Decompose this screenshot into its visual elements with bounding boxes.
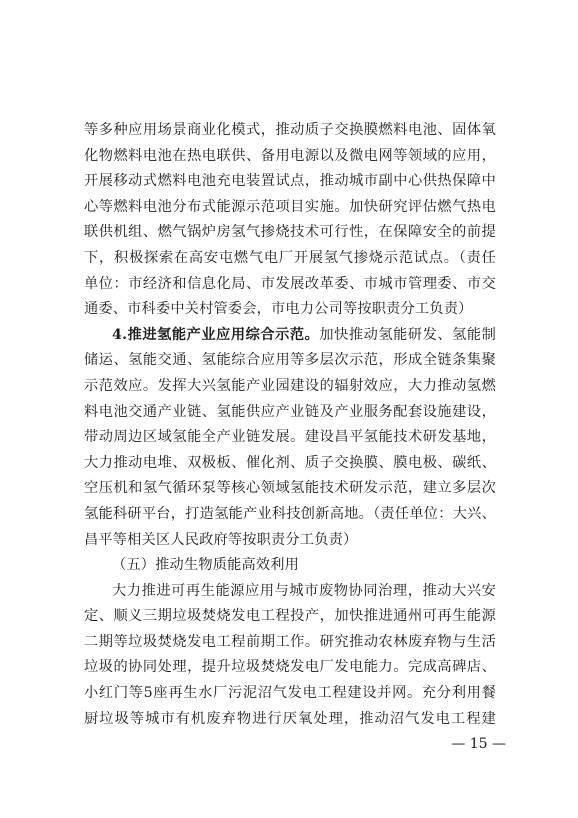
body-text bbox=[84, 118, 496, 732]
paragraph-line: 二期等垃圾焚烧发电工程前期工作。研究推动农林废弃物与生活 bbox=[84, 633, 496, 650]
section-5-first-line: 大力推进可再生能源应用与城市废物协同治理，推动大兴安 bbox=[112, 582, 496, 599]
page-number: — 15 — bbox=[451, 736, 506, 752]
paragraph-line: 化物燃料电池在热电联供、备用电源以及微电网等领域的应用， bbox=[84, 147, 496, 164]
paragraph-line: 大力推动电堆、双极板、催化剂、质子交换膜、膜电极、碳纸、 bbox=[84, 454, 496, 471]
paragraph-line: 下，积极探索在高安屯燃气电厂开展氢气掺烧示范试点。（责任 bbox=[84, 249, 496, 266]
paragraph-line: 空压机和氢气循环泵等核心领域氢能技术研发示范，建立多层次 bbox=[84, 480, 496, 497]
paragraph-line: 储运、氢能交通、氢能综合应用等多层次示范，形成全链条集聚 bbox=[84, 352, 496, 369]
paragraph-line: 心等燃料电池分布式能源示范项目实施。加快研究评估燃气热电 bbox=[84, 198, 496, 215]
paragraph-line: 厨垃圾等城市有机废弃物进行厌氧处理，推动沼气发电工程建 bbox=[84, 710, 496, 727]
paragraph-line: 小红门等5座再生水厂污泥沼气发电工程建设并网。充分利用餐 bbox=[84, 685, 496, 702]
paragraph-line: 氢能科研平台，打造氢能产业科技创新高地。（责任单位：大兴、 bbox=[84, 505, 496, 522]
section-4-title: 4.推进氢能产业应用综合示范。 bbox=[112, 326, 320, 343]
paragraph-line: 定、顺义三期垃圾焚烧发电工程投产，加快推进通州可再生能源 bbox=[84, 608, 496, 625]
section-4-intro: 加快推动氢能研发、氢能制 bbox=[319, 326, 496, 343]
paragraph-line: 垃圾的协同处理，提升垃圾焚烧发电厂发电能力。完成高碑店、 bbox=[84, 659, 496, 676]
paragraph-line: 单位：市经济和信息化局、市发展改革委、市城市管理委、市交 bbox=[84, 275, 496, 292]
paragraph-line: 通委、市科委中关村管委会，市电力公司等按职责分工负责） bbox=[84, 301, 473, 318]
section-5-heading: （五）推动生物质能高效利用 bbox=[112, 557, 300, 574]
paragraph-line: 开展移动式燃料电池充电装置试点，推动城市副中心供热保障中 bbox=[84, 173, 496, 190]
paragraph-line: 示范效应。发挥大兴氢能产业园建设的辐射效应，大力推动氢燃 bbox=[84, 377, 496, 394]
paragraph-line: 料电池交通产业链、氢能供应产业链及产业服务配套设施建设， bbox=[84, 403, 496, 420]
paragraph-line: 联供机组、燃气锅炉房氢气掺烧技术可行性，在保障安全的前提 bbox=[84, 224, 496, 241]
paragraph-line: 昌平等相关区人民政府等按职责分工负责） bbox=[84, 531, 358, 548]
paragraph-line: 等多种应用场景商业化模式，推动质子交换膜燃料电池、固体氧 bbox=[84, 122, 496, 138]
section-4-first-line bbox=[84, 323, 496, 349]
paragraph-line: 带动周边区域氢能全产业链发展。建设昌平氢能技术研发基地， bbox=[84, 429, 496, 446]
